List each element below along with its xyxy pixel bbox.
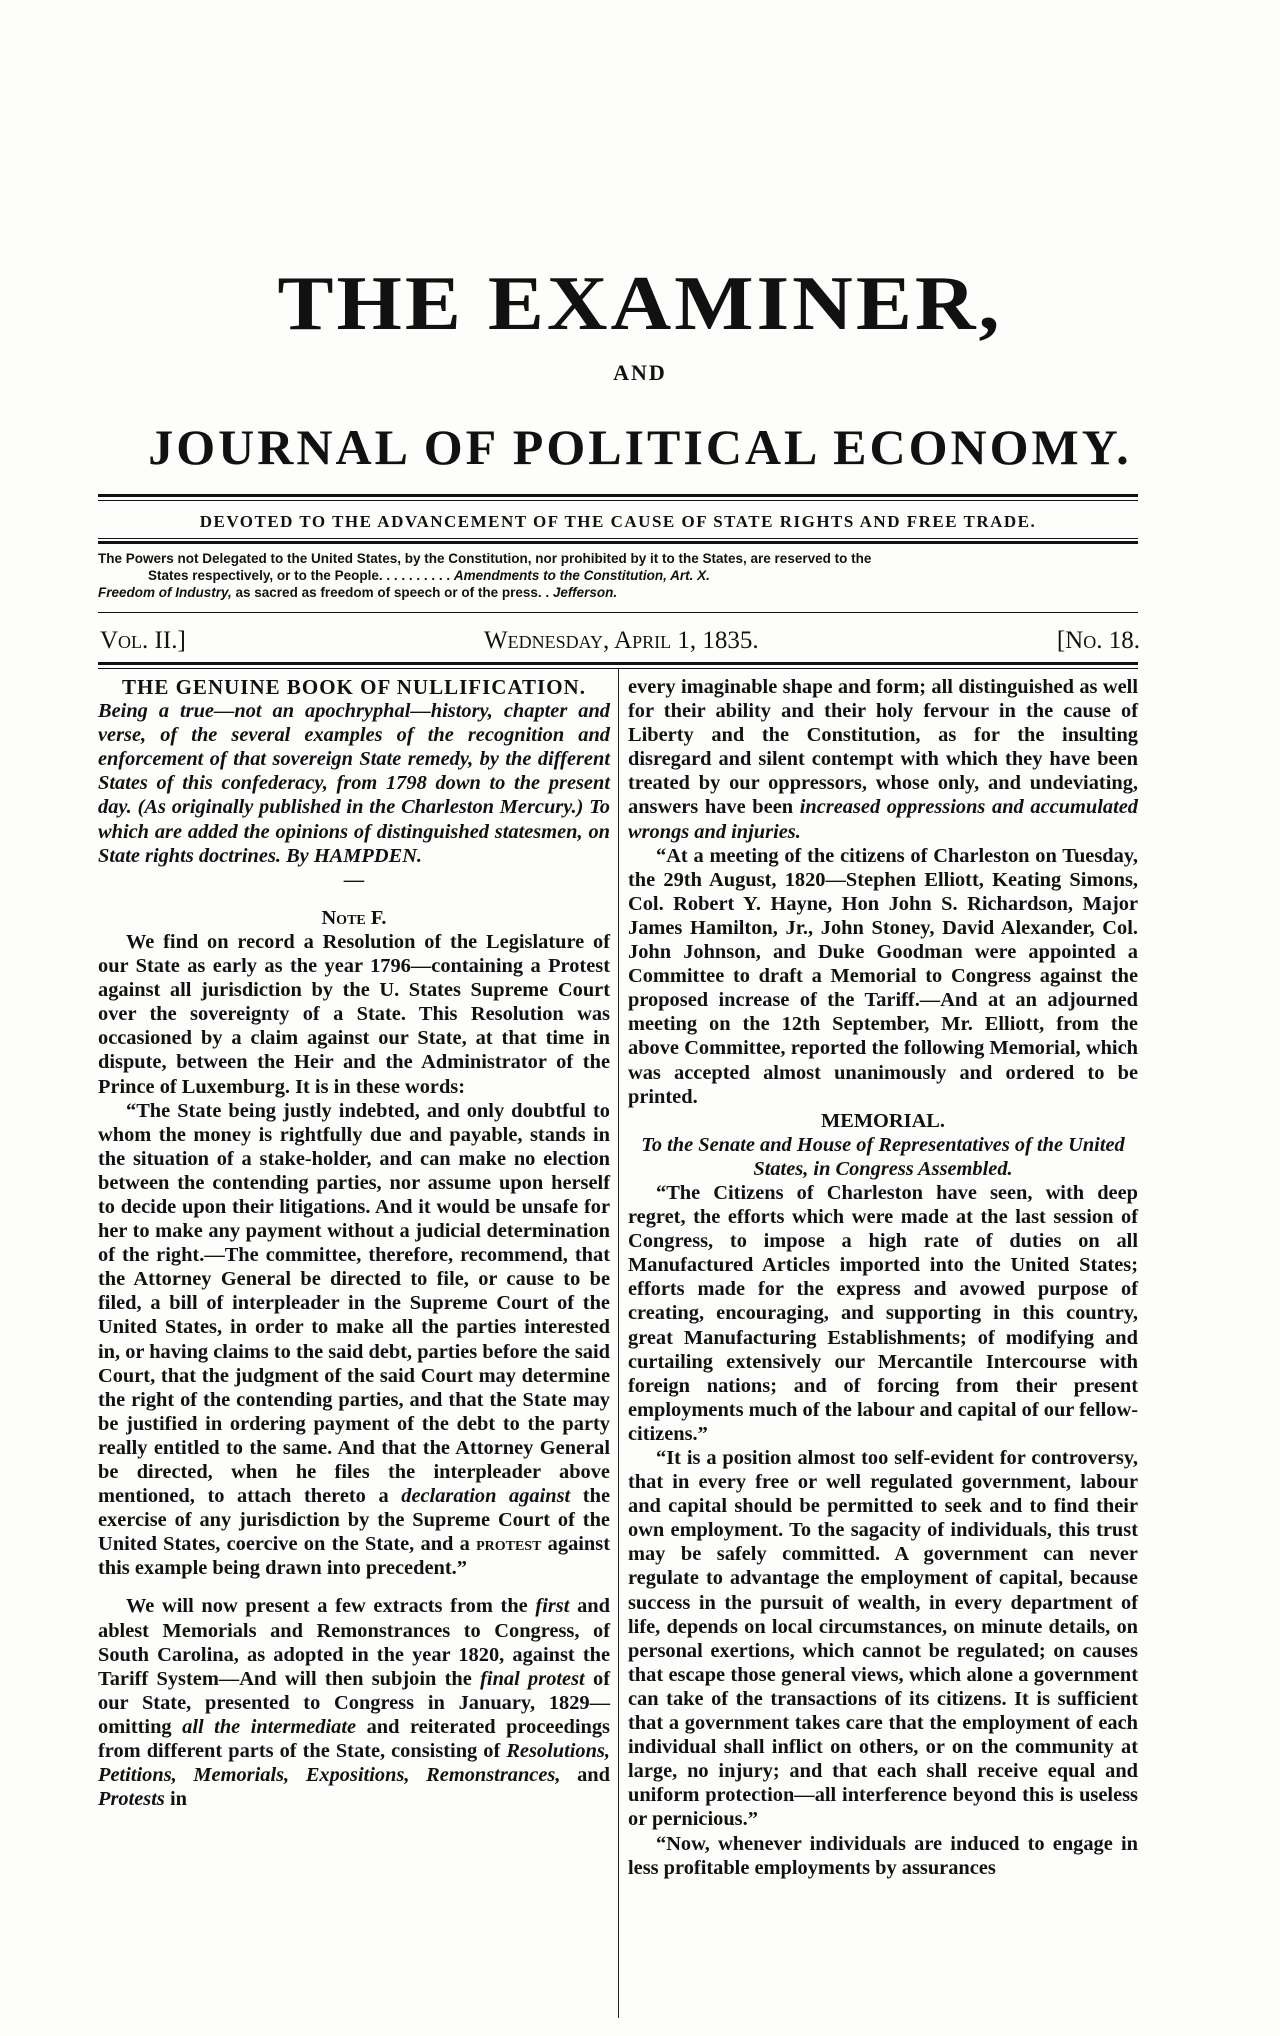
volume-label: Vol. II.]	[100, 627, 186, 654]
memorial-heading: MEMORIAL.	[820, 1109, 946, 1132]
issue-date: Wednesday, April 1, 1835.	[484, 627, 759, 654]
para2-text-d: and reiterated proceedings from different parts of the State, consisting of	[98, 1715, 610, 1763]
column-divider	[618, 668, 619, 2018]
issue-rule-top	[98, 612, 1138, 613]
motto-jefferson-lead: Freedom of Industry,	[98, 585, 232, 600]
quote-declaration-against: declaration against	[401, 1485, 571, 1508]
motto-jefferson-source: Jefferson.	[552, 585, 618, 600]
resolution-quote	[98, 1099, 610, 1581]
right-column	[628, 675, 1138, 1880]
issue-number: [No. 18.	[1056, 627, 1140, 654]
mottos	[98, 550, 1138, 601]
spacer	[98, 892, 610, 906]
devoted-line: DEVOTED TO THE ADVANCEMENT OF THE CAUSE OF STATE RIGHTS AND FREE TRADE.	[199, 512, 1037, 531]
motto-jefferson-text: as sacred as freedom of speech or of the press. .	[231, 585, 553, 600]
note-heading: Note F.	[321, 906, 387, 929]
meeting-paragraph: “At a meeting of the citizens of Charleston on Tuesday, the 29th August, 1820—Stephen Elliott, Keating Simons, Col. Robert Y. Hayne, Hon John S. Richardson, Major James Hamilton, Jr., John Stoney, David Alexander, Col. John Johnson, and Duke Goodman were appointed a Committee to draft a Memorial to Congress against the proposed increase of the Tariff.—And at an adjourned meeting on the 12th September, Mr. Elliott, from the above Committee, reported the following Memorial, which was accepted almost unanimously and ordered to be printed.	[628, 844, 1138, 1108]
devoted-rule-thick	[98, 541, 1138, 544]
memorial-address: To the Senate and House of Representatives of the United States, in Congress Assembled.	[641, 1133, 1125, 1180]
right-para0-text: every imaginable shape and form; all distinguished as well for their ability and their holy fervour in the cause of Liberty and the Constitution, as for the insulting disregard and silent contempt with which they have been treated by our oppressors, whose only, and undeviating, answers have been	[628, 676, 1138, 819]
memorial-paragraph-2: “It is a position almost too self-evident for controversy, that in every free or well regulated government, labour and capital should be permitted to seek and to find their own employment. To the sagacity of individuals, this trust may be safely committed. A government can never regulate to advantage the employment of capital, because success in the pursuit of wealth, in every department of life, depends on local circumstances, on minute details, on personal exertions, which cannot be regulated; on causes that escape those general views, which alone a government can take of the transactions of its citizens. It is sufficient that a government takes care that the employment of each individual shall inflict on others, or on the community at large, no injury; and that each shall receive equal and uniform protection—all interference beyond this is useless or pernicious.”	[628, 1447, 1138, 1831]
masthead-title: THE EXAMINER,	[277, 260, 1003, 347]
para2-protests: Protests	[98, 1788, 165, 1811]
masthead-rule-thick	[98, 494, 1138, 497]
masthead-subtitle: JOURNAL OF POLITICAL ECONOMY.	[148, 419, 1132, 475]
article-intro: Being a true—not an apochryphal—history, chapter and verse, of the several examples of the recognition and enforcement of that sovereign State remedy, by the different States of this confederacy, from 1798 down to the present day. (As originally published in the Charleston Mercury.) To which are added the opinions of distinguished statesmen, on State rights doctrines. By HAMPDEN.	[98, 700, 610, 867]
note-paragraph-2	[98, 1594, 610, 1811]
masthead-and: AND	[613, 360, 667, 385]
quote-text-c: against this example being drawn into precedent.”	[98, 1533, 610, 1580]
memorial-paragraph-1: “The Citizens of Charleston have seen, with deep regret, the efforts which were made at the last session of Congress, to impose a high rate of duties on all Manufactured Articles imported into the United States; efforts made for the express and avowed purpose of creating, encouraging, and supporting in this country, great Manufacturing Establishments; of modifying and curtailing extensively our Mercantile Intercourse with foreign nations; and of forcing from their present employments much of the labour and capital of our fellow-citizens.”	[628, 1181, 1138, 1445]
quote-text-a: “The State being justly indebted, and only doubtful to whom the money is rightfully due and payable, stands in the situation of a stake-holder, and can make no election between the contending parties, nor assume upon herself to decide upon their litigations. And it would be unsafe for her to make any payment without a judicial determination of the right.—The committee, therefore, recommend, that the Attorney General be directed to file, or cause to be filed, a bill of interpleader in the Supreme Court of the United States, in order to make all the parties interested in, or having claims to the said debt, parties before the said Court, that the judgment of the said Court may determine the right of the contending parties, and that the State may be justified in ordering payment of the debt to the party really entitled to the same. And that the Attorney General be directed, when he files the interpleader above mentioned, to attach thereto a	[98, 1099, 610, 1508]
para2-text-a: We will now present a few extracts from the	[126, 1595, 536, 1618]
masthead-rule-thin	[98, 500, 1138, 501]
motto-amendment-source: Amendments to the Constitution, Art. X.	[453, 568, 710, 583]
para2-first: first	[535, 1595, 570, 1618]
quote-protest: protest	[476, 1533, 542, 1556]
issue-line	[100, 627, 1140, 655]
spacer	[98, 1580, 610, 1594]
intro-dash: —	[343, 868, 365, 891]
motto-amendment-text: States respectively, or to the People. . . . . . . . . .	[148, 568, 454, 583]
issue-rule-thick	[98, 662, 1138, 665]
memorial-paragraph-3: “Now, whenever individuals are induced to engage in less profitable employments by assurances	[628, 1832, 1138, 1879]
para2-document-list: Resolutions, Petitions, Memorials, Expositions, Remonstrances,	[98, 1740, 610, 1787]
para2-text-f: in	[164, 1788, 187, 1811]
note-paragraph-1: We find on record a Resolution of the Legislature of our State as early as the year 1796—containing a Protest against all jurisdiction by the U. States Supreme Court over the sovereignty of a State. This Resolution was occasioned by a claim against our State, at that time in dispute, between the Heir and the Administrator of the Prince of Luxemburg. It is in these words:	[98, 930, 610, 1098]
motto-amendment-line1: The Powers not Delegated to the United States, by the Constitution, nor prohibited by it to the States, are reserved to the	[98, 551, 872, 566]
right-para0-italic: increased oppressions and accumulated wrongs and injuries.	[628, 796, 1138, 843]
devoted-rule-thin	[98, 538, 1138, 539]
para2-all-intermediate: all the intermediate	[182, 1715, 357, 1738]
article-heading: THE GENUINE BOOK OF NULLIFICATION.	[122, 675, 586, 699]
para2-text-c: of our State, presented to Congress in January, 1829—omitting	[98, 1667, 610, 1738]
para2-text-b: and ablest Memorials and Remonstrances to Congress, of South Carolina, as adopted in the year 1820, against the Tariff System—And will then subjoin the	[98, 1595, 610, 1690]
left-column	[98, 675, 610, 1811]
motto-jefferson	[98, 584, 1138, 601]
motto-amendment-line2	[98, 567, 1138, 584]
para2-text-e: and	[560, 1764, 610, 1787]
right-paragraph-0	[628, 675, 1138, 844]
para2-final-protest: final protest	[480, 1667, 585, 1690]
quote-text-b: the exercise of any jurisdiction by the Supreme Court of the United States, coercive on the State, and a	[98, 1485, 610, 1556]
